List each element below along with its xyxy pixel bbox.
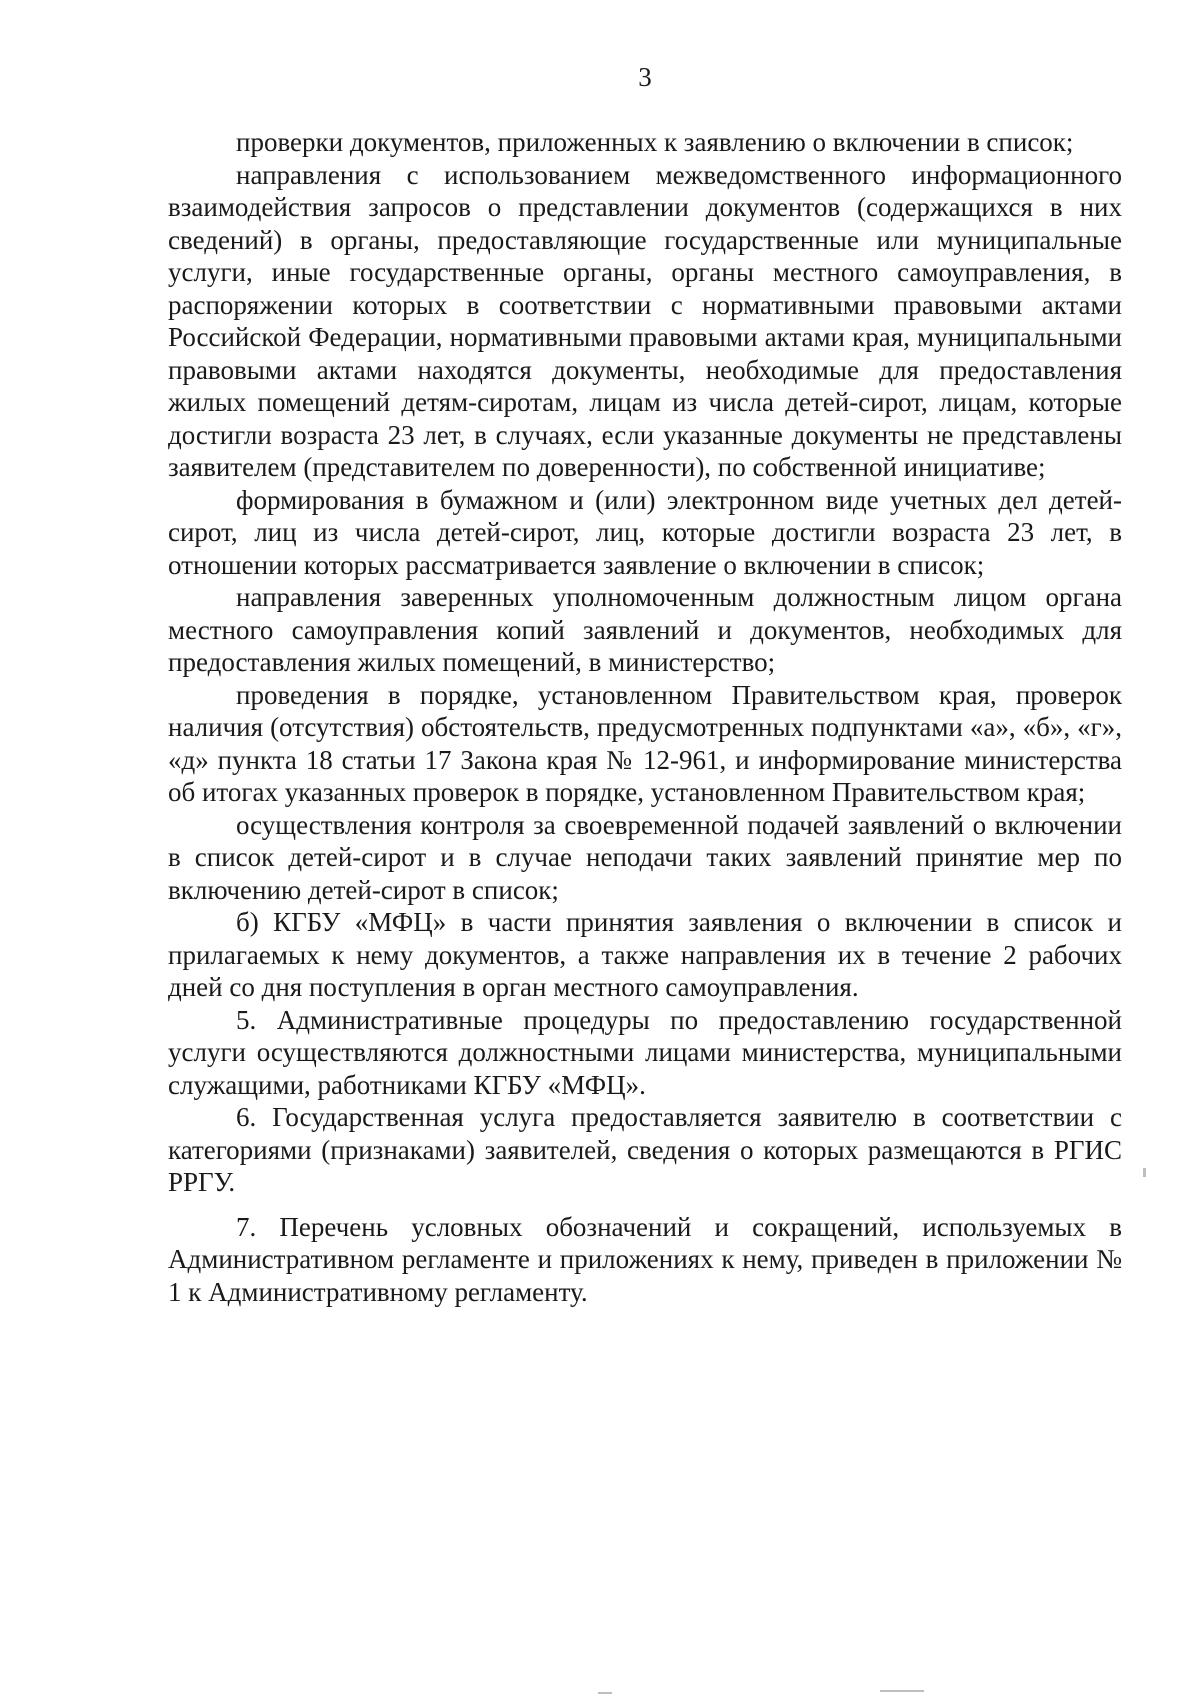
scan-artifact-mark xyxy=(1143,1168,1146,1177)
paragraph-item-7: 7. Перечень условных обозначений и сокращений, используемых в Административном регламенте и приложениях к нему, приведен в приложении № 1 к Административному регламенту. xyxy=(168,1211,1122,1307)
paragraph-document-check: проверки документов, приложенных к заявлению о включении в список; xyxy=(236,127,1074,157)
paragraph-item-6: 6. Государственная услуга предоставляется заявителю в соответствии с категориями (признаками) заявителей, сведения о которых размещаются в РГИС РРГУ. xyxy=(168,1102,1122,1197)
page-number: 3 xyxy=(638,62,652,92)
paragraph-control: осуществления контроля за своевременной подачей заявлений о включении в список детей-сирот и в случае неподачи таких заявлений принятие мер по включению детей-сирот в список; xyxy=(168,809,1122,905)
scan-artifact-mark xyxy=(880,1690,924,1692)
paragraph-circumstance-checks: проведения в порядке, установленном Правительством края, проверок наличия (отсутствия) обстоятельств, предусмотренных подпунктами «а», «б», «г», «д» пункта 18 статьи 17 Закона края № 12-961, и информирование министерства об итогах указанных проверок в порядке, установленном Правительством края; xyxy=(168,679,1122,807)
paragraph-certified-copies: направления заверенных уполномоченным должностным лицом органа местного самоуправления копий заявлений и документов, необходимых для предоставления жилых помещений, в министерство; xyxy=(168,582,1122,677)
document-body xyxy=(168,126,1122,1308)
scan-artifact-mark xyxy=(598,1692,612,1694)
paragraph-item-5: 5. Административные процедуры по предоставлению государственной услуги осуществляются должностными лицами министерства, муниципальными служащими, работниками КГБУ «МФЦ». xyxy=(168,1004,1122,1100)
paragraph-interagency-requests: направления с использованием межведомственного информационного взаимодействия запросов о представлении документов (содержащихся в них сведений) в органы, предоставляющие государственные или муниципальные услуги, иные государственные органы, органы местного самоуправления, в распоряжении которых в соответствии с нормативными правовыми актами Российской Федерации, нормативными правовыми актами края, муниципальными правовыми актами находятся документы, необходимые для предоставления жилых помещений детям-сиротам, лицам из числа детей-сирот, лицам, которые достигли возраста 23 лет, в случаях, если указанные документы не представлены заявителем (представителем по доверенности), по собственной инициативе; xyxy=(168,159,1122,482)
paragraph-case-files: формирования в бумажном и (или) электронном виде учетных дел детей-сирот, лиц из числа детей-сирот, лиц, которые достигли возраста 23 лет, в отношении которых рассматривается заявление о включении в список; xyxy=(168,484,1122,580)
paragraph-mfc: б) КГБУ «МФЦ» в части принятия заявления о включении в список и прилагаемых к нему документов, а также направления их в течение 2 рабочих дней со дня поступления в орган местного самоуправления. xyxy=(168,907,1122,1002)
